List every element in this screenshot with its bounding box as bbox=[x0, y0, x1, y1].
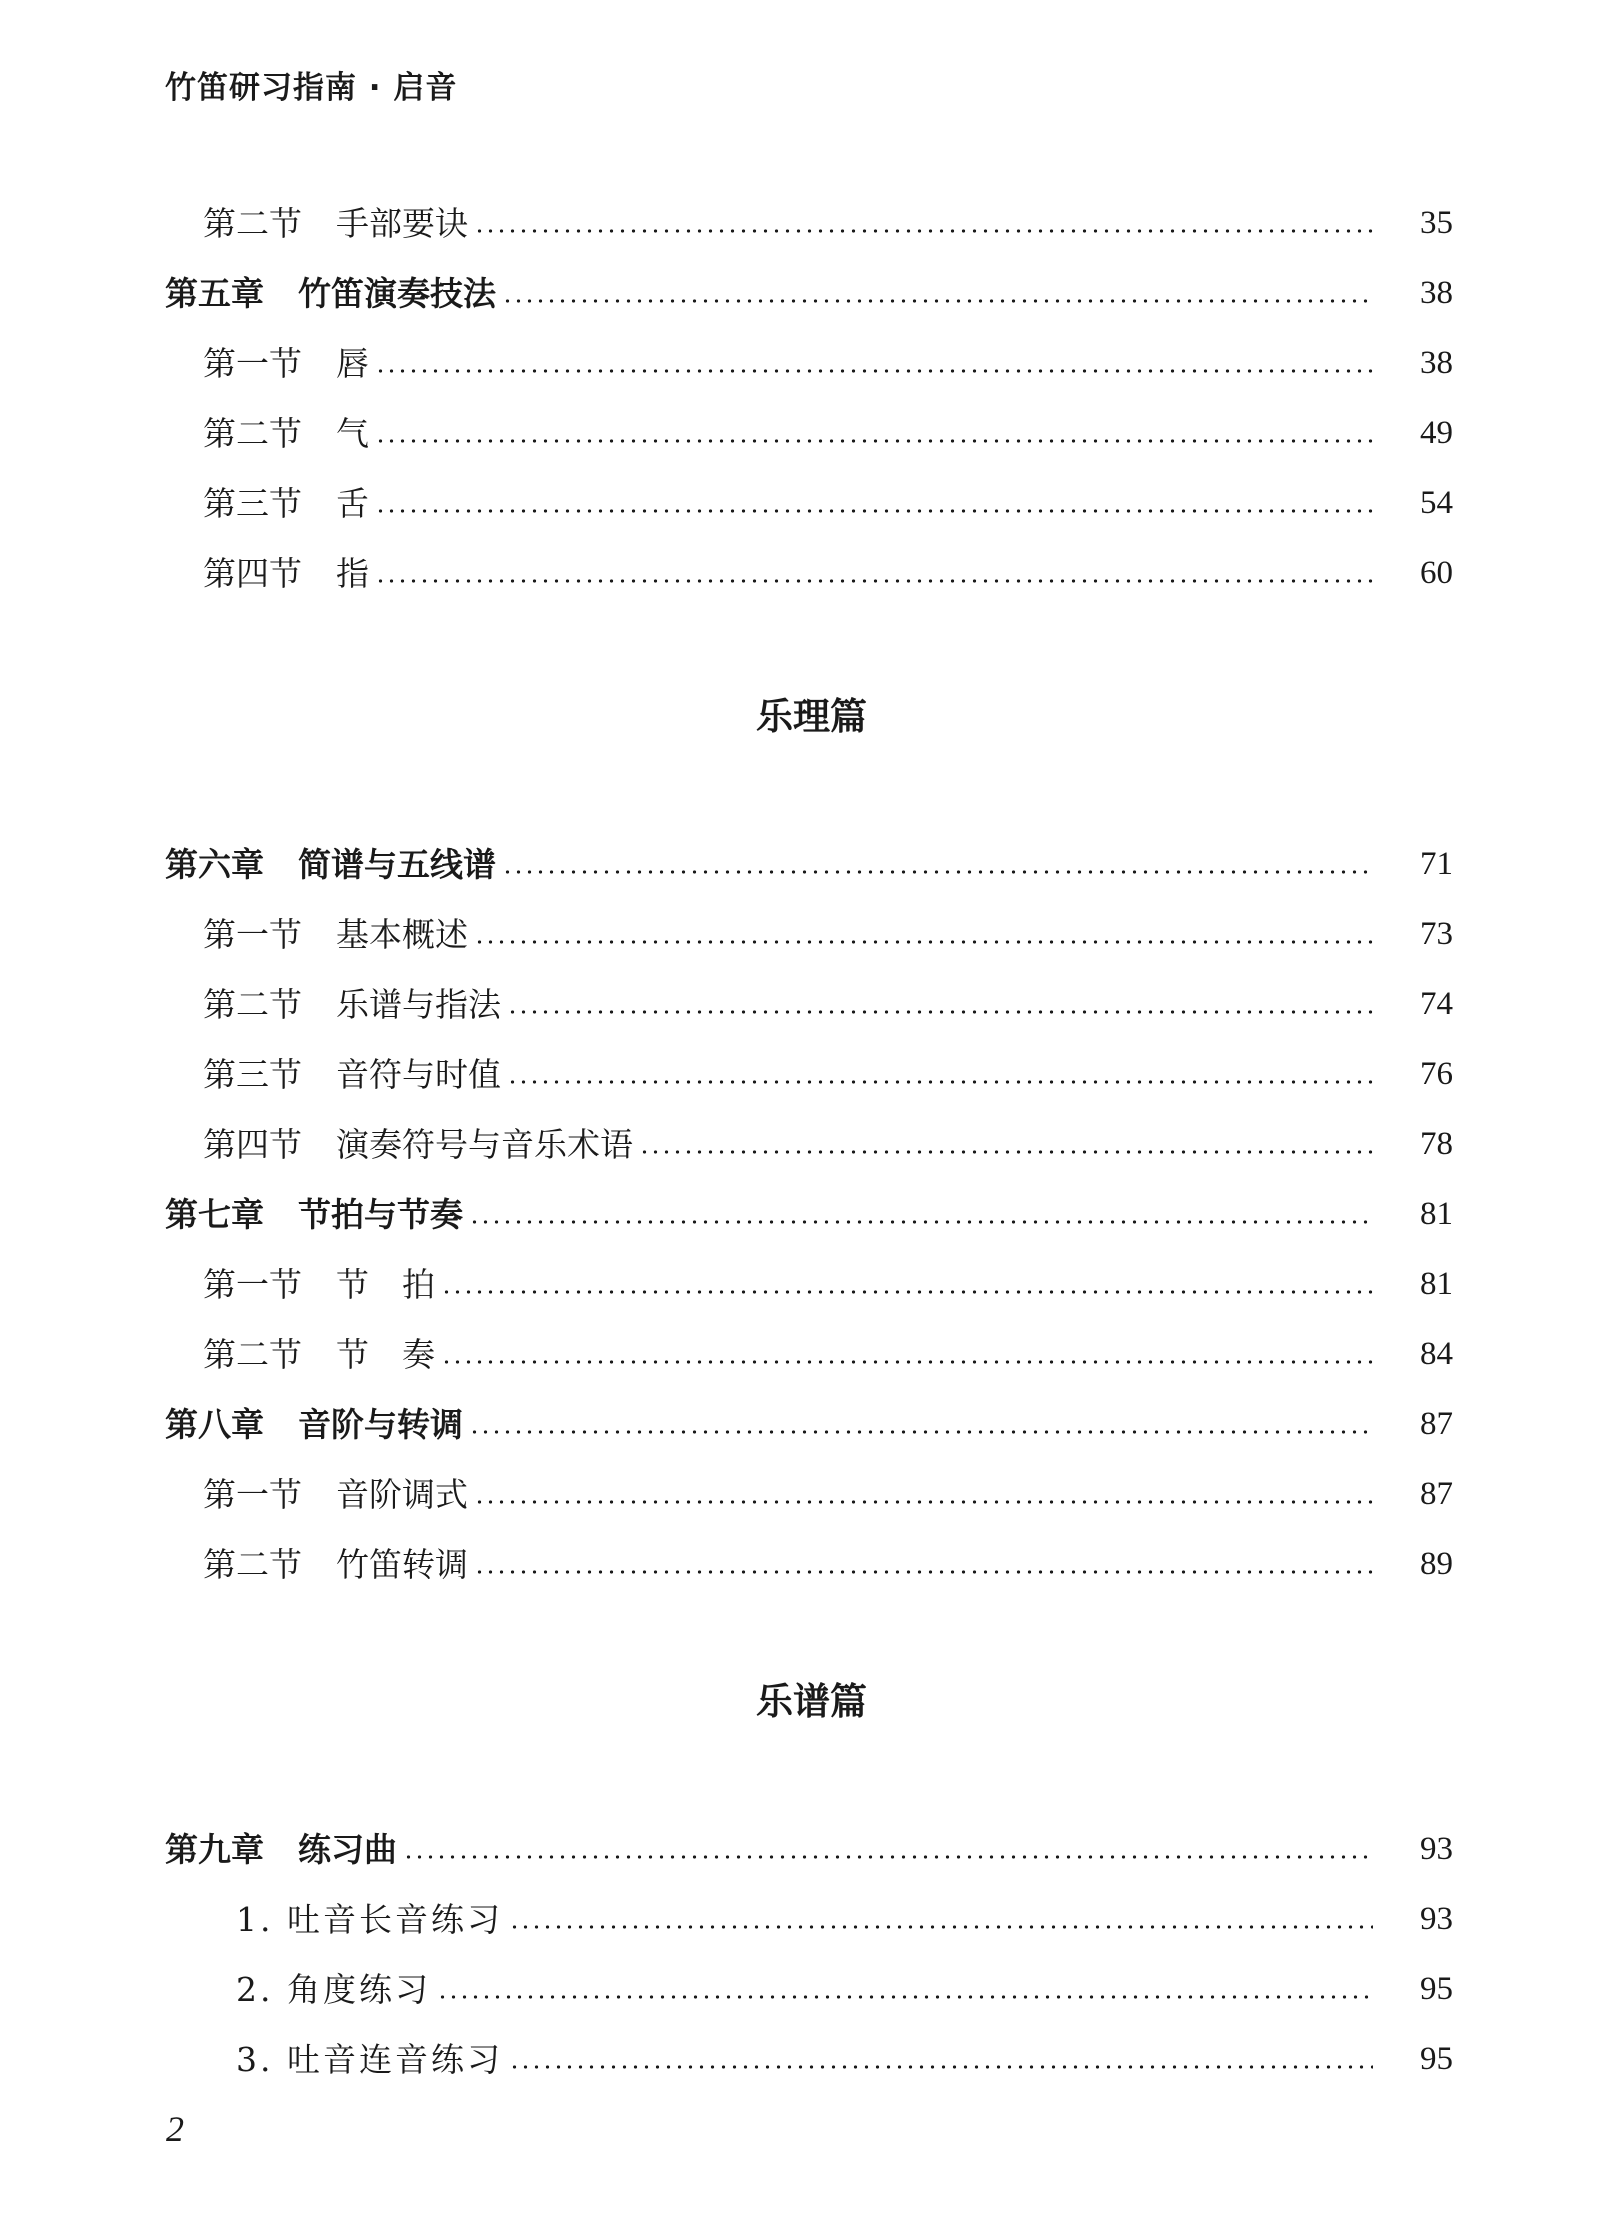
leader-dots bbox=[375, 509, 1373, 513]
toc-entry[interactable] bbox=[0, 2020, 1623, 2079]
toc-entry[interactable] bbox=[0, 394, 1623, 453]
entry-page: 38 bbox=[1420, 345, 1453, 381]
leader-dots bbox=[507, 1080, 1373, 1084]
entry-title: 演奏符号与音乐术语 bbox=[336, 1125, 633, 1164]
entry-number: 第三节 bbox=[203, 484, 302, 523]
entry-title: 音阶与转调 bbox=[298, 1405, 463, 1444]
leader-dots bbox=[474, 940, 1373, 944]
part-title-theory: 乐理篇 bbox=[756, 695, 867, 738]
entry-page: 95 bbox=[1420, 1971, 1453, 2007]
leader-dots bbox=[474, 1570, 1373, 1574]
entry-number: 第六章 bbox=[165, 845, 264, 884]
entry-title: 节拍与节奏 bbox=[298, 1195, 463, 1234]
entry-number: 第三节 bbox=[203, 1055, 302, 1094]
entry-page: 60 bbox=[1420, 555, 1453, 591]
entry-page: 73 bbox=[1420, 916, 1453, 952]
entry-page: 89 bbox=[1420, 1546, 1453, 1582]
entry-number: 第四节 bbox=[203, 1125, 302, 1164]
leader-dots bbox=[403, 1855, 1373, 1859]
toc-entry[interactable] bbox=[0, 825, 1623, 884]
leader-dots bbox=[441, 1290, 1373, 1294]
leader-dots bbox=[441, 1360, 1373, 1364]
entry-number: 第二节 bbox=[203, 985, 302, 1024]
toc-entry[interactable] bbox=[0, 895, 1623, 954]
entry-title: 手部要诀 bbox=[336, 204, 468, 243]
entry-number: 第二节 bbox=[203, 204, 302, 243]
toc-entry[interactable] bbox=[0, 965, 1623, 1024]
leader-dots bbox=[509, 2065, 1373, 2069]
entry-title: 2. 角度练习 bbox=[236, 1970, 431, 2009]
entry-title: 3. 吐音连音练习 bbox=[236, 2040, 503, 2079]
toc-entry[interactable] bbox=[0, 1455, 1623, 1514]
entry-number: 第二节 bbox=[203, 414, 302, 453]
entry-page: 81 bbox=[1420, 1196, 1453, 1232]
entry-page: 76 bbox=[1420, 1056, 1453, 1092]
entry-title: 练习曲 bbox=[298, 1830, 397, 1869]
toc-entry[interactable] bbox=[0, 1245, 1623, 1304]
toc-entry[interactable] bbox=[0, 1035, 1623, 1094]
entry-number: 第九章 bbox=[165, 1830, 264, 1869]
entry-title: 唇 bbox=[336, 344, 369, 383]
page-number: 2 bbox=[166, 2109, 184, 2149]
entry-title: 舌 bbox=[336, 484, 369, 523]
entry-number: 第二节 bbox=[203, 1335, 302, 1374]
entry-page: 93 bbox=[1420, 1901, 1453, 1937]
entry-title: 音符与时值 bbox=[336, 1055, 501, 1094]
entry-page: 84 bbox=[1420, 1336, 1453, 1372]
entry-page: 81 bbox=[1420, 1266, 1453, 1302]
entry-title: 基本概述 bbox=[336, 915, 468, 954]
leader-dots bbox=[474, 1500, 1373, 1504]
toc-entry[interactable] bbox=[0, 1385, 1623, 1444]
entry-title: 指 bbox=[336, 554, 369, 593]
entry-number: 第二节 bbox=[203, 1545, 302, 1584]
entry-title: 气 bbox=[336, 414, 369, 453]
toc-entry[interactable] bbox=[0, 534, 1623, 593]
leader-dots bbox=[502, 299, 1373, 303]
toc-entry[interactable] bbox=[0, 254, 1623, 313]
toc-entry[interactable] bbox=[0, 1105, 1623, 1164]
entry-title: 竹笛演奏技法 bbox=[298, 274, 496, 313]
toc-entry[interactable] bbox=[0, 1950, 1623, 2009]
entry-page: 87 bbox=[1420, 1406, 1453, 1442]
entry-number: 第一节 bbox=[203, 344, 302, 383]
entry-title: 节 奏 bbox=[336, 1335, 435, 1374]
leader-dots bbox=[469, 1220, 1373, 1224]
leader-dots bbox=[469, 1430, 1373, 1434]
entry-number: 第一节 bbox=[203, 1475, 302, 1514]
entry-page: 38 bbox=[1420, 275, 1453, 311]
toc-entry[interactable] bbox=[0, 1175, 1623, 1234]
entry-page: 35 bbox=[1420, 205, 1453, 241]
entry-page: 74 bbox=[1420, 986, 1453, 1022]
entry-page: 78 bbox=[1420, 1126, 1453, 1162]
entry-page: 95 bbox=[1420, 2041, 1453, 2077]
toc-entry[interactable] bbox=[0, 1525, 1623, 1584]
entry-number: 第五章 bbox=[165, 274, 264, 313]
entry-page: 71 bbox=[1420, 846, 1453, 882]
entry-title: 1. 吐音长音练习 bbox=[236, 1900, 503, 1939]
entry-number: 第八章 bbox=[165, 1405, 264, 1444]
leader-dots bbox=[509, 1925, 1373, 1929]
leader-dots bbox=[375, 369, 1373, 373]
leader-dots bbox=[639, 1150, 1373, 1154]
entry-title: 音阶调式 bbox=[336, 1475, 468, 1514]
entry-title: 乐谱与指法 bbox=[336, 985, 501, 1024]
leader-dots bbox=[502, 870, 1373, 874]
leader-dots bbox=[507, 1010, 1373, 1014]
leader-dots bbox=[437, 1995, 1373, 1999]
entry-title: 简谱与五线谱 bbox=[298, 845, 496, 884]
entry-number: 第四节 bbox=[203, 554, 302, 593]
leader-dots bbox=[375, 439, 1373, 443]
toc-entry[interactable] bbox=[0, 324, 1623, 383]
toc-entry[interactable] bbox=[0, 1880, 1623, 1939]
entry-title: 竹笛转调 bbox=[336, 1545, 468, 1584]
toc-entry[interactable] bbox=[0, 464, 1623, 523]
leader-dots bbox=[375, 579, 1373, 583]
entry-number: 第七章 bbox=[165, 1195, 264, 1234]
toc-entry[interactable] bbox=[0, 1810, 1623, 1869]
entry-page: 49 bbox=[1420, 415, 1453, 451]
entry-page: 54 bbox=[1420, 485, 1453, 521]
entry-page: 87 bbox=[1420, 1476, 1453, 1512]
running-header: 竹笛研习指南 · 启音 bbox=[165, 70, 458, 106]
entry-number: 第一节 bbox=[203, 915, 302, 954]
toc-entry[interactable] bbox=[0, 1315, 1623, 1374]
entry-page: 93 bbox=[1420, 1831, 1453, 1867]
entry-number: 第一节 bbox=[203, 1265, 302, 1304]
entry-title: 节 拍 bbox=[336, 1265, 435, 1304]
toc-entry[interactable] bbox=[0, 184, 1623, 243]
leader-dots bbox=[474, 229, 1373, 233]
part-title-scores: 乐谱篇 bbox=[756, 1680, 867, 1723]
